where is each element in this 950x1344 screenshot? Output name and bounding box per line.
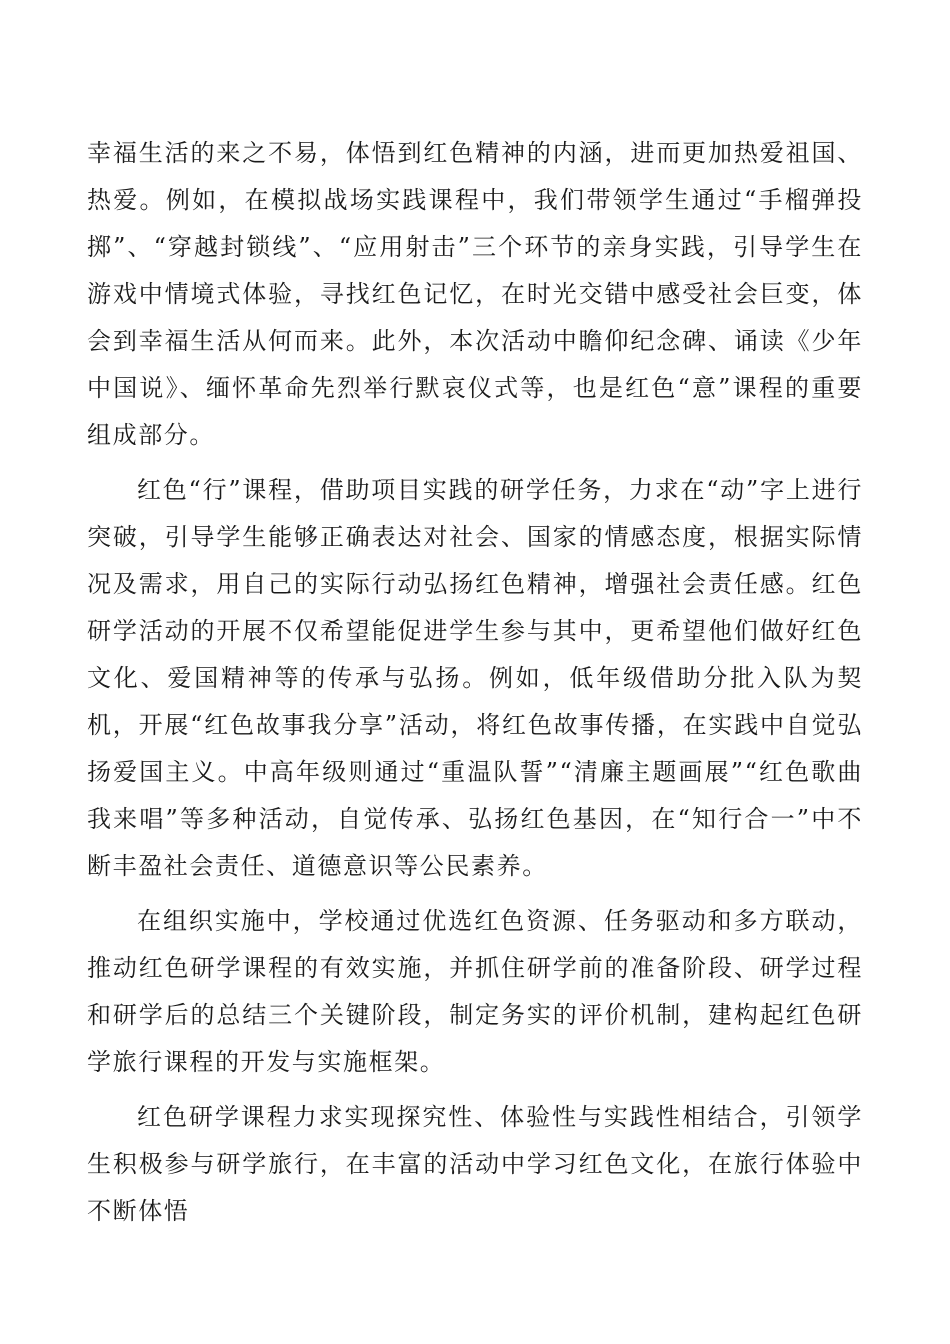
document-body	[87, 130, 863, 1243]
paragraph-1: 幸福生活的来之不易，体悟到红色精神的内涵，进而更加热爱祖国、热爱。例如，在模拟战场实践课程中，我们带领学生通过“手榴弹投掷”、“穿越封锁线”、“应用射击”三个环节的亲身实践，引导学生在游戏中情境式体验，寻找红色记忆，在时光交错中感受社会巨变，体会到幸福生活从何而来。此外，本次活动中瞻仰纪念碑、诵读《少年中国说》、缅怀革命先烈举行默哀仪式等，也是红色“意”课程的重要组成部分。	[87, 139, 863, 449]
paragraph-2: 红色“行”课程，借助项目实践的研学任务，力求在“动”字上进行突破，引导学生能够正确表达对社会、国家的情感态度，根据实际情况及需求，用自己的实际行动弘扬红色精神，增强社会责任感。红色研学活动的开展不仅希望能促进学生参与其中，更希望他们做好红色文化、爱国精神等的传承与弘扬。例如，低年级借助分批入队为契机，开展“红色故事我分享”活动，将红色故事传播，在实践中自觉弘扬爱国主义。中高年级则通过“重温队誓”“清廉主题画展”“红色歌曲我来唱”等多种活动，自觉传承、弘扬红色基因，在“知行合一”中不断丰盈社会责任、道德意识等公民素养。	[87, 476, 863, 880]
paragraph-4: 红色研学课程力求实现探究性、体验性与实践性相结合，引领学生积极参与研学旅行，在丰富的活动中学习红色文化，在旅行体验中不断体悟	[87, 1103, 863, 1225]
paragraph-3: 在组织实施中，学校通过优选红色资源、任务驱动和多方联动，推动红色研学课程的有效实施，并抓住研学前的准备阶段、研学过程和研学后的总结三个关键阶段，制定务实的评价机制，建构起红色研学旅行课程的开发与实施框架。	[87, 907, 863, 1076]
